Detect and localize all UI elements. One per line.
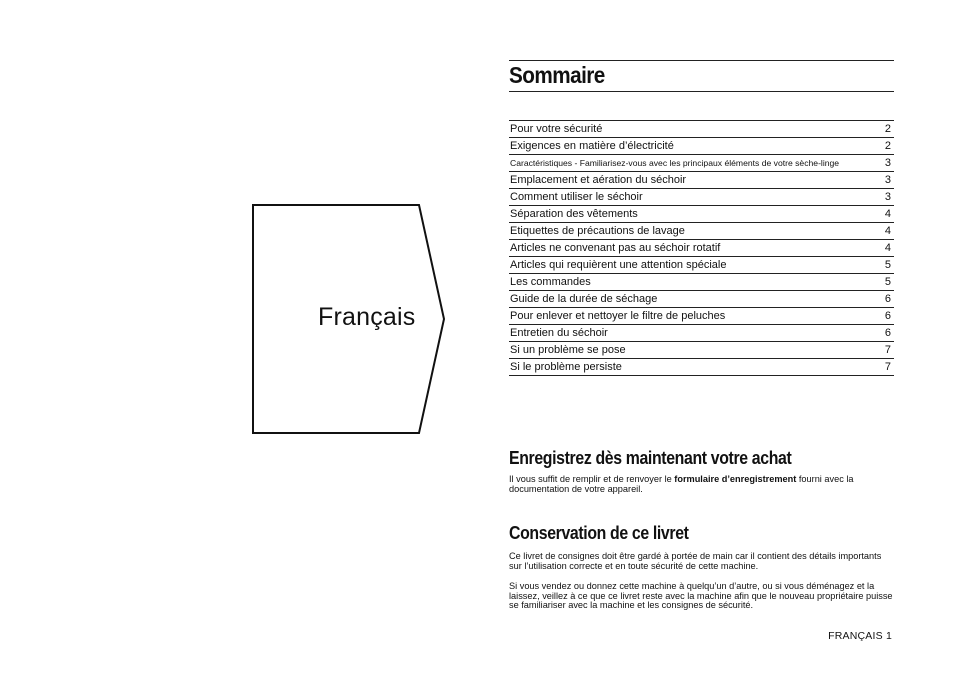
toc-page-number: 6 bbox=[884, 310, 891, 322]
toc-page-number: 4 bbox=[884, 242, 891, 254]
toc-label: Les commandes bbox=[510, 276, 591, 288]
toc-label: Si le problème persiste bbox=[510, 361, 622, 373]
toc-row bbox=[509, 155, 894, 172]
toc-label: Emplacement et aération du séchoir bbox=[510, 174, 687, 186]
toc-row bbox=[509, 138, 894, 155]
register-heading: Enregistrez dès maintenant votre achat bbox=[509, 448, 792, 468]
toc-label: Entretien du séchoir bbox=[510, 327, 608, 339]
toc-row bbox=[509, 257, 894, 274]
toc-page-number: 5 bbox=[884, 259, 891, 271]
register-text-before: Il vous suffit de remplir et de renvoyer le bbox=[509, 474, 675, 484]
toc-page-number: 6 bbox=[884, 327, 891, 339]
toc-page-number: 3 bbox=[884, 174, 891, 186]
toc-row bbox=[509, 325, 894, 342]
conservation-paragraph-1: Ce livret de consignes doit être gardé à portée de main car il contient des détails importants sur l’utilisation correcte et en toute sécurité de cette machine. bbox=[509, 551, 882, 571]
toc-page-number: 2 bbox=[884, 123, 891, 135]
toc-label: Articles ne convenant pas au séchoir rotatif bbox=[510, 242, 721, 254]
toc-page-number: 2 bbox=[884, 140, 891, 152]
table-of-contents bbox=[509, 120, 894, 376]
toc-row bbox=[509, 308, 894, 325]
register-paragraph bbox=[509, 475, 894, 494]
language-tab-label: Français bbox=[318, 303, 416, 331]
toc-row bbox=[509, 189, 894, 206]
toc-label: Articles qui requièrent une attention spéciale bbox=[510, 259, 727, 271]
toc-label: Caractéristiques - Familiarisez-vous avec les principaux éléments de votre sèche-linge bbox=[510, 158, 840, 168]
toc-label: Guide de la durée de séchage bbox=[510, 293, 658, 305]
toc-row bbox=[509, 240, 894, 257]
toc-page-number: 4 bbox=[884, 225, 891, 237]
toc-row bbox=[509, 223, 894, 240]
register-form-link: formulaire d’enregistrement bbox=[674, 474, 797, 484]
toc-page-number: 4 bbox=[884, 208, 891, 220]
toc-row bbox=[509, 172, 894, 189]
toc-label: Comment utiliser le séchoir bbox=[510, 191, 643, 203]
toc-row bbox=[509, 342, 894, 359]
toc-label: Pour enlever et nettoyer le filtre de peluches bbox=[510, 310, 726, 322]
toc-label: Si un problème se pose bbox=[510, 344, 626, 356]
toc-page-number: 3 bbox=[884, 157, 891, 169]
toc-row bbox=[509, 121, 894, 138]
toc-page-number: 3 bbox=[884, 191, 891, 203]
toc-label: Exigences en matière d’électricité bbox=[510, 140, 674, 152]
sommaire-header bbox=[509, 60, 894, 92]
right-column bbox=[509, 60, 894, 611]
conservation-paragraph-2: Si vous vendez ou donnez cette machine à quelqu’un d’autre, ou si vous déménagez et la laissez, veillez à ce que ce livret reste avec la machine afin que le nouveau propriétaire puisse se familiariser avec la machine et les consignes de sécurité. bbox=[509, 581, 893, 611]
toc-row bbox=[509, 274, 894, 291]
register-text-after: fourni avec la documentation de votre appareil. bbox=[509, 474, 854, 494]
toc-label: Séparation des vêtements bbox=[510, 208, 638, 220]
toc-page-number: 5 bbox=[884, 276, 891, 288]
toc-label: Pour votre sécurité bbox=[510, 123, 603, 135]
toc-page-number: 6 bbox=[884, 293, 891, 305]
toc-label: Etiquettes de précautions de lavage bbox=[510, 225, 685, 237]
toc-row bbox=[509, 291, 894, 308]
page-footer: FRANÇAIS 1 bbox=[828, 630, 892, 642]
toc-row bbox=[509, 359, 894, 376]
toc-page-number: 7 bbox=[884, 344, 891, 356]
toc-page-number: 7 bbox=[884, 361, 891, 373]
page-title: Sommaire bbox=[509, 62, 605, 88]
toc-row bbox=[509, 206, 894, 223]
conservation-heading: Conservation de ce livret bbox=[509, 523, 689, 543]
